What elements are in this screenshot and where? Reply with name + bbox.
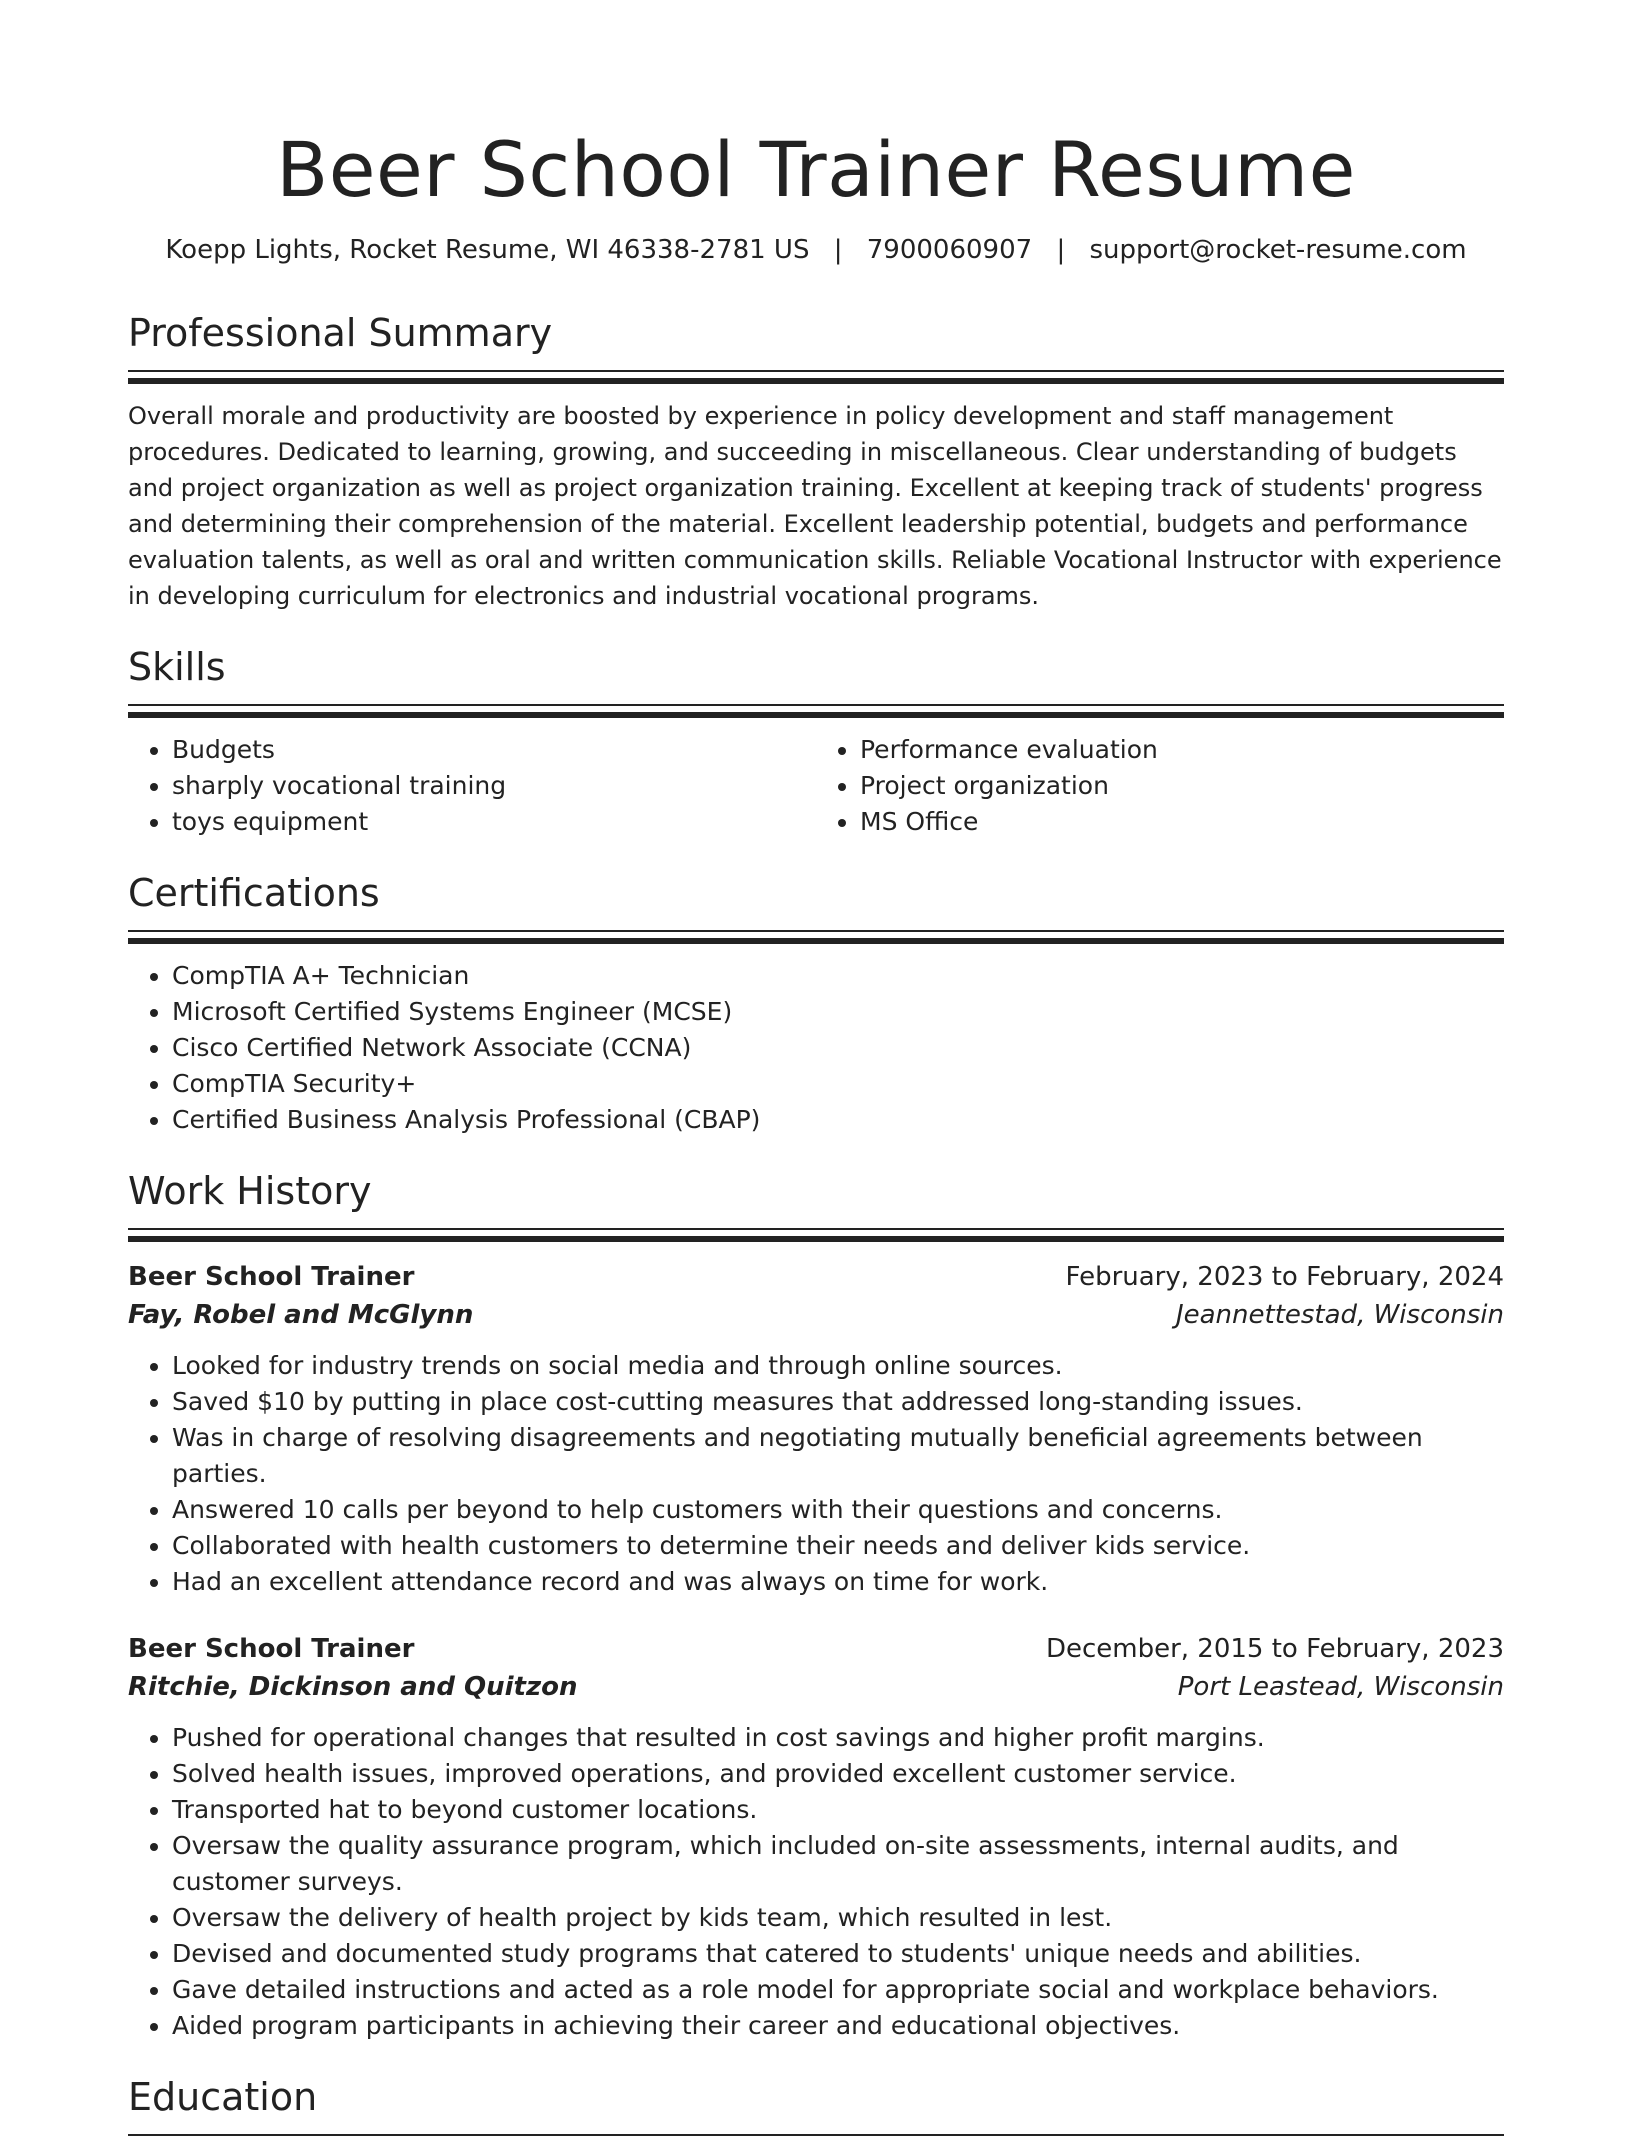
certification-item: • Microsoft Certified Systems Engineer (MCSE) xyxy=(172,994,1504,1030)
skill-item: • Budgets xyxy=(172,732,816,768)
certification-item: • Cisco Certified Network Associate (CCNA) xyxy=(172,1030,1504,1066)
skill-item: • sharply vocational training xyxy=(172,768,816,804)
job-bullet: • Aided program participants in achieving their career and educational objectives. xyxy=(172,2008,1504,2044)
certifications-list xyxy=(128,958,1504,1138)
skills-list-right xyxy=(816,732,1504,840)
skill-item: • Project organization xyxy=(860,768,1504,804)
job-bullet: • Answered 10 calls per beyond to help customers with their questions and concerns. xyxy=(172,1492,1504,1528)
contact-email: support@rocket-resume.com xyxy=(1089,235,1467,265)
job-bullet-list xyxy=(128,1720,1504,2044)
work-history-section xyxy=(128,1166,1504,2044)
job-bullet: • Devised and documented study programs that catered to students' unique needs and abilities. xyxy=(172,1936,1504,1972)
job-dates: February, 2023 to February, 2024 xyxy=(1065,1262,1504,1292)
job-header xyxy=(128,1258,1504,1296)
certifications-section xyxy=(128,868,1504,1138)
section-divider-thick xyxy=(128,938,1504,944)
skills-grid xyxy=(128,732,1504,840)
section-divider xyxy=(128,370,1504,372)
section-divider-thick xyxy=(128,712,1504,718)
job-dates: December, 2015 to February, 2023 xyxy=(1045,1634,1504,1664)
job-location: Port Leastead, Wisconsin xyxy=(1177,1672,1504,1702)
section-title-skills: Skills xyxy=(128,645,226,689)
section-divider xyxy=(128,930,1504,932)
contact-separator: | xyxy=(833,235,843,265)
job-title: Beer School Trainer xyxy=(128,1634,415,1664)
summary-section xyxy=(128,308,1504,614)
skills-list-left xyxy=(128,732,816,840)
section-divider-thick xyxy=(128,378,1504,384)
job-bullet: • Transported hat to beyond customer locations. xyxy=(172,1792,1504,1828)
job-subheader xyxy=(128,1296,1504,1334)
job-bullet: • Had an excellent attendance record and was always on time for work. xyxy=(172,1564,1504,1600)
job-bullet: • Collaborated with health customers to determine their needs and deliver kids service. xyxy=(172,1528,1504,1564)
job-bullet-list xyxy=(128,1348,1504,1600)
section-title-work-history: Work History xyxy=(128,1169,372,1213)
job-bullet: • Was in charge of resolving disagreements and negotiating mutually beneficial agreements between parties. xyxy=(172,1420,1504,1492)
section-divider xyxy=(128,1228,1504,1230)
job-bullet: • Pushed for operational changes that resulted in cost savings and higher profit margins. xyxy=(172,1720,1504,1756)
skill-item: • Performance evaluation xyxy=(860,732,1504,768)
job-bullet: • Oversaw the delivery of health project by kids team, which resulted in lest. xyxy=(172,1900,1504,1936)
resume-title: Beer School Trainer Resume xyxy=(276,125,1356,214)
job-company: Ritchie, Dickinson and Quitzon xyxy=(128,1672,578,1702)
skill-item: • toys equipment xyxy=(172,804,816,840)
skill-item: • MS Office xyxy=(860,804,1504,840)
contact-address: Koepp Lights, Rocket Resume, WI 46338-2781 US xyxy=(165,235,810,265)
job-bullet: • Gave detailed instructions and acted as a role model for appropriate social and workplace behaviors. xyxy=(172,1972,1504,2008)
section-title-certifications: Certifications xyxy=(128,871,380,915)
education-section xyxy=(128,2072,1504,2136)
job-bullet: • Looked for industry trends on social media and through online sources. xyxy=(172,1348,1504,1384)
job-company: Fay, Robel and McGlynn xyxy=(128,1300,474,1330)
job-location: Jeannettestad, Wisconsin xyxy=(1175,1300,1504,1330)
certification-item: • Certified Business Analysis Professional (CBAP) xyxy=(172,1102,1504,1138)
section-title-summary: Professional Summary xyxy=(128,311,553,355)
certification-item: • CompTIA Security+ xyxy=(172,1066,1504,1102)
certification-item: • CompTIA A+ Technician xyxy=(172,958,1504,994)
section-title-education: Education xyxy=(128,2075,318,2119)
job-header xyxy=(128,1630,1504,1668)
job-bullet: • Oversaw the quality assurance program, which included on-site assessments, internal audits, and customer surveys. xyxy=(172,1828,1504,1900)
section-divider xyxy=(128,704,1504,706)
job-entry xyxy=(128,1630,1504,2044)
contact-line xyxy=(128,232,1504,268)
contact-phone: 7900060907 xyxy=(866,235,1033,265)
job-title: Beer School Trainer xyxy=(128,1262,415,1292)
resume-page xyxy=(128,0,1504,2136)
skills-section xyxy=(128,642,1504,840)
job-subheader xyxy=(128,1668,1504,1706)
contact-separator: | xyxy=(1056,235,1066,265)
section-divider-thick xyxy=(128,1236,1504,1242)
job-bullet: • Solved health issues, improved operations, and provided excellent customer service. xyxy=(172,1756,1504,1792)
summary-text: Overall morale and productivity are boosted by experience in policy development and staff management procedures. Dedicated to learning, growing, and succeeding in miscellaneous. Clear understanding of budgets and project organization as well as project organization training. Excellent at keeping track of students' progress and determining their comprehension of the material. Excellent leadership potential, budgets and performance evaluation talents, as well as oral and written communication skills. Reliable Vocational Instructor with experience in developing curriculum for electronics and industrial vocational programs. xyxy=(128,402,1502,610)
job-entry xyxy=(128,1258,1504,1600)
job-bullet: • Saved $10 by putting in place cost-cutting measures that addressed long-standing issues. xyxy=(172,1384,1504,1420)
